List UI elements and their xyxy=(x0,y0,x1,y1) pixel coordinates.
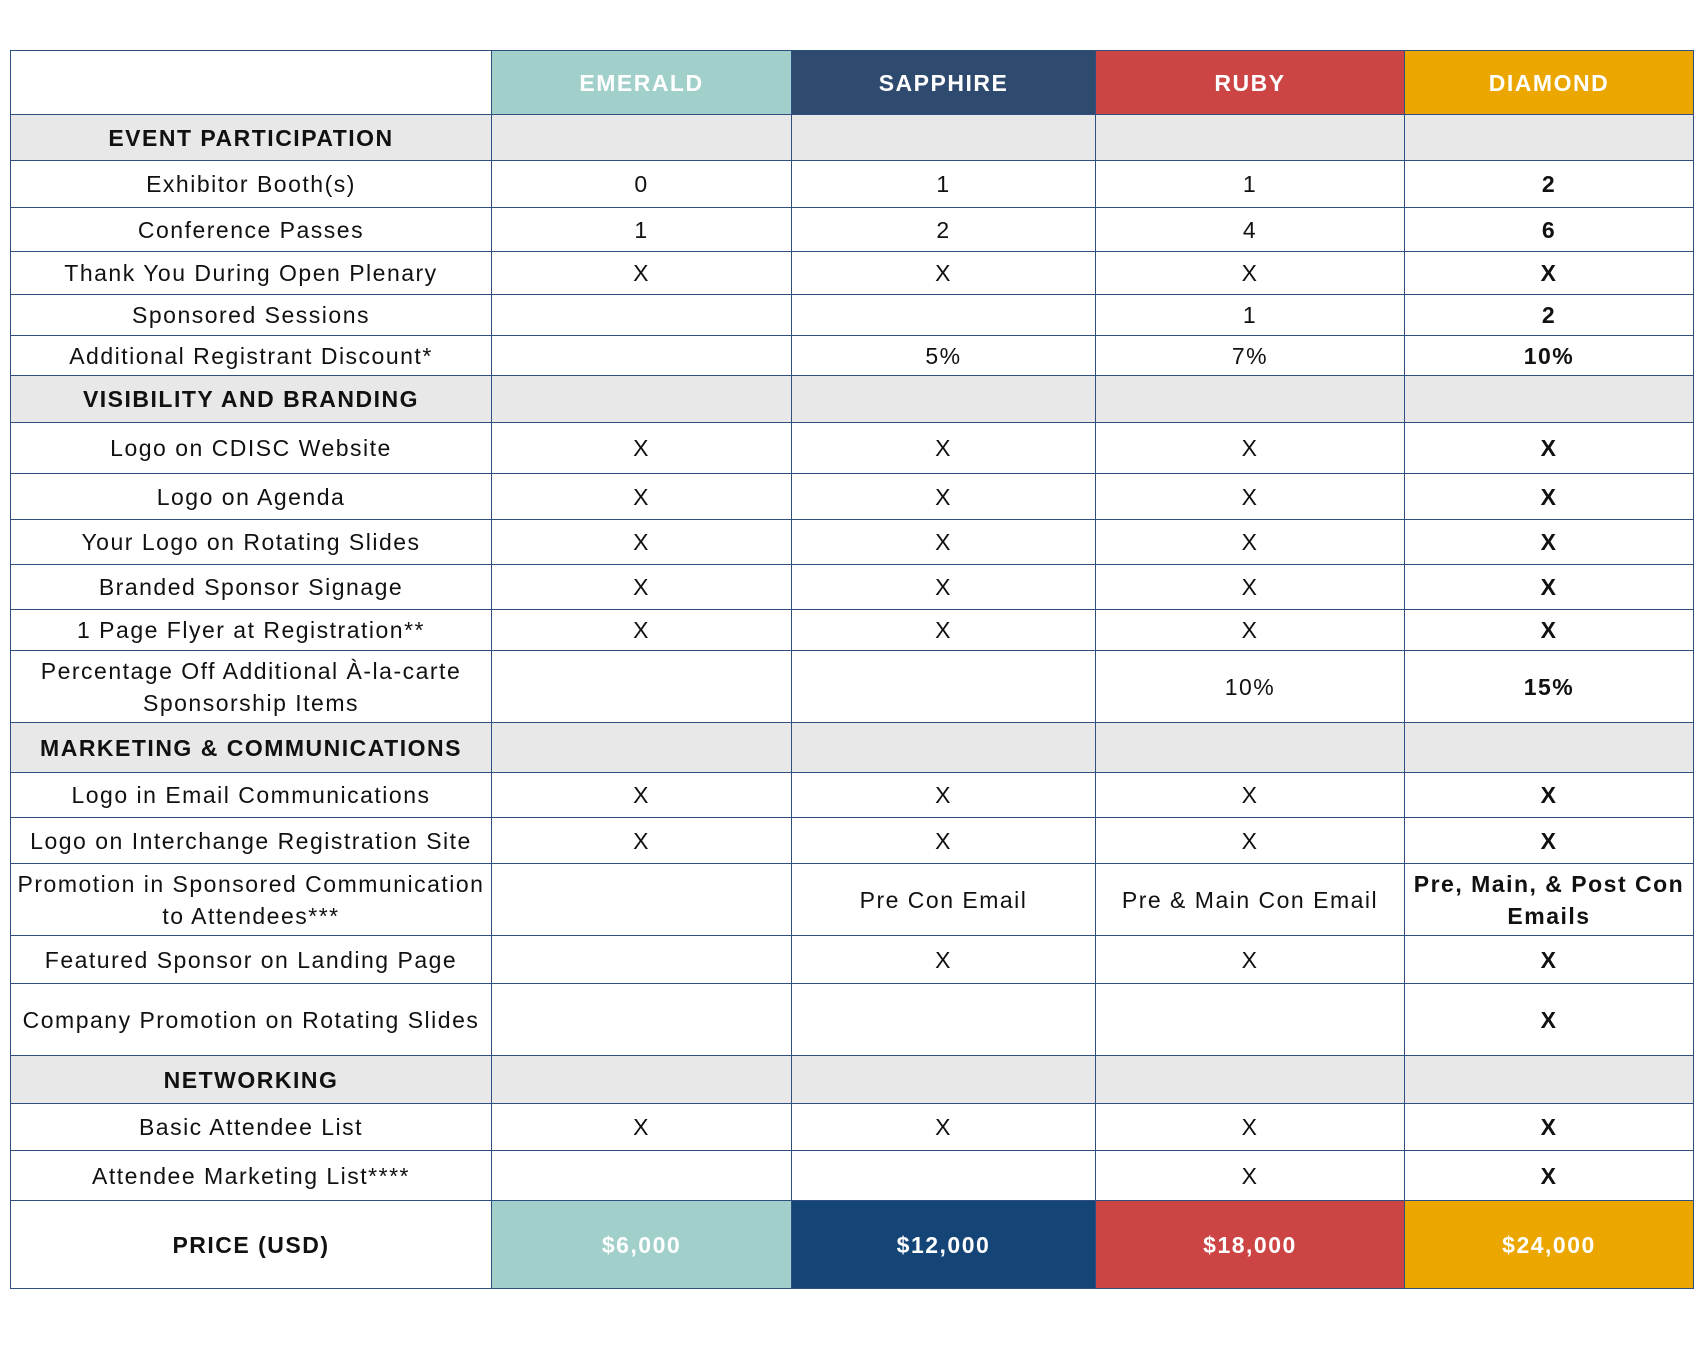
cell-sapphire xyxy=(792,651,1096,723)
cell-ruby: X xyxy=(1096,773,1405,818)
table-row xyxy=(11,818,1694,864)
cell-sapphire: X xyxy=(792,252,1096,295)
cell-diamond: 2 xyxy=(1405,295,1694,336)
cell-ruby: X xyxy=(1096,1151,1405,1201)
cell-sapphire: X xyxy=(792,423,1096,474)
row-label: Thank You During Open Plenary xyxy=(11,252,492,295)
section-empty-cell xyxy=(1405,723,1694,773)
row-label: Promotion in Sponsored Communication to Attendees*** xyxy=(11,864,492,936)
cell-ruby: 4 xyxy=(1096,208,1405,252)
tier-sapphire-header: SAPPHIRE xyxy=(792,51,1096,115)
table-row xyxy=(11,423,1694,474)
table-row xyxy=(11,610,1694,651)
cell-emerald: X xyxy=(492,565,792,610)
cell-ruby: X xyxy=(1096,818,1405,864)
cell-emerald: X xyxy=(492,423,792,474)
cell-emerald: X xyxy=(492,773,792,818)
table-row xyxy=(11,936,1694,984)
price-emerald: $6,000 xyxy=(492,1201,792,1289)
cell-ruby: X xyxy=(1096,252,1405,295)
cell-emerald: X xyxy=(492,252,792,295)
cell-emerald: X xyxy=(492,610,792,651)
section-empty-cell xyxy=(1096,723,1405,773)
cell-emerald: 1 xyxy=(492,208,792,252)
row-label: Branded Sponsor Signage xyxy=(11,565,492,610)
row-label: 1 Page Flyer at Registration** xyxy=(11,610,492,651)
cell-sapphire: 2 xyxy=(792,208,1096,252)
table-row xyxy=(11,208,1694,252)
table-row xyxy=(11,651,1694,723)
cell-sapphire: X xyxy=(792,936,1096,984)
section-header-row xyxy=(11,723,1694,773)
cell-diamond: X xyxy=(1405,984,1694,1056)
section-empty-cell xyxy=(1096,115,1405,161)
section-header-row xyxy=(11,376,1694,423)
cell-ruby: X xyxy=(1096,1104,1405,1151)
row-label: Logo on Interchange Registration Site xyxy=(11,818,492,864)
section-title: VISIBILITY AND BRANDING xyxy=(11,376,492,423)
cell-diamond: 10% xyxy=(1405,336,1694,376)
cell-ruby: 7% xyxy=(1096,336,1405,376)
price-sapphire: $12,000 xyxy=(792,1201,1096,1289)
row-label: Conference Passes xyxy=(11,208,492,252)
section-empty-cell xyxy=(792,376,1096,423)
cell-diamond: X xyxy=(1405,936,1694,984)
cell-diamond: X xyxy=(1405,610,1694,651)
cell-diamond: X xyxy=(1405,1151,1694,1201)
cell-ruby xyxy=(1096,984,1405,1056)
section-empty-cell xyxy=(792,115,1096,161)
cell-sapphire: 1 xyxy=(792,161,1096,208)
row-label: Sponsored Sessions xyxy=(11,295,492,336)
cell-diamond: X xyxy=(1405,1104,1694,1151)
section-empty-cell xyxy=(492,723,792,773)
row-label: Your Logo on Rotating Slides xyxy=(11,520,492,565)
cell-diamond: 2 xyxy=(1405,161,1694,208)
row-label: Attendee Marketing List**** xyxy=(11,1151,492,1201)
tier-header-row xyxy=(11,51,1694,115)
cell-ruby: X xyxy=(1096,423,1405,474)
cell-sapphire xyxy=(792,984,1096,1056)
cell-sapphire: X xyxy=(792,565,1096,610)
section-empty-cell xyxy=(1096,1056,1405,1104)
cell-sapphire: 5% xyxy=(792,336,1096,376)
cell-emerald xyxy=(492,984,792,1056)
cell-diamond: X xyxy=(1405,520,1694,565)
row-label: Logo in Email Communications xyxy=(11,773,492,818)
cell-emerald xyxy=(492,1151,792,1201)
table-row xyxy=(11,252,1694,295)
row-label: Featured Sponsor on Landing Page xyxy=(11,936,492,984)
table-row xyxy=(11,565,1694,610)
section-empty-cell xyxy=(1405,376,1694,423)
cell-diamond: 6 xyxy=(1405,208,1694,252)
table-row xyxy=(11,161,1694,208)
cell-ruby: X xyxy=(1096,565,1405,610)
table-row xyxy=(11,520,1694,565)
cell-ruby: X xyxy=(1096,610,1405,651)
table-row xyxy=(11,1104,1694,1151)
table-row xyxy=(11,336,1694,376)
section-empty-cell xyxy=(492,1056,792,1104)
cell-emerald: X xyxy=(492,520,792,565)
table-row xyxy=(11,773,1694,818)
cell-diamond: X xyxy=(1405,818,1694,864)
price-diamond: $24,000 xyxy=(1405,1201,1694,1289)
row-label: Logo on Agenda xyxy=(11,474,492,520)
table-row xyxy=(11,864,1694,936)
section-title: MARKETING & COMMUNICATIONS xyxy=(11,723,492,773)
sections-body xyxy=(11,115,1694,1201)
tier-emerald-header: EMERALD xyxy=(492,51,792,115)
cell-emerald xyxy=(492,864,792,936)
cell-diamond: X xyxy=(1405,474,1694,520)
cell-emerald xyxy=(492,651,792,723)
cell-sapphire: X xyxy=(792,520,1096,565)
row-label: Basic Attendee List xyxy=(11,1104,492,1151)
section-empty-cell xyxy=(1405,1056,1694,1104)
sponsorship-comparison-table xyxy=(10,50,1694,1289)
cell-diamond: 15% xyxy=(1405,651,1694,723)
price-label: PRICE (USD) xyxy=(11,1201,492,1289)
cell-emerald: X xyxy=(492,474,792,520)
cell-diamond: X xyxy=(1405,423,1694,474)
row-label: Company Promotion on Rotating Slides xyxy=(11,984,492,1056)
table-row xyxy=(11,984,1694,1056)
cell-emerald: 0 xyxy=(492,161,792,208)
tier-ruby-header: RUBY xyxy=(1096,51,1405,115)
cell-ruby: X xyxy=(1096,520,1405,565)
cell-sapphire: X xyxy=(792,773,1096,818)
table-row xyxy=(11,474,1694,520)
price-row xyxy=(11,1201,1694,1289)
cell-sapphire: X xyxy=(792,818,1096,864)
section-title: NETWORKING xyxy=(11,1056,492,1104)
cell-emerald xyxy=(492,295,792,336)
tier-diamond-header: DIAMOND xyxy=(1405,51,1694,115)
cell-diamond: X xyxy=(1405,252,1694,295)
cell-sapphire: Pre Con Email xyxy=(792,864,1096,936)
cell-sapphire: X xyxy=(792,610,1096,651)
price-ruby: $18,000 xyxy=(1096,1201,1405,1289)
row-label: Logo on CDISC Website xyxy=(11,423,492,474)
cell-diamond: X xyxy=(1405,773,1694,818)
cell-diamond: Pre, Main, & Post Con Emails xyxy=(1405,864,1694,936)
cell-emerald xyxy=(492,936,792,984)
section-empty-cell xyxy=(1405,115,1694,161)
section-empty-cell xyxy=(792,1056,1096,1104)
row-label: Additional Registrant Discount* xyxy=(11,336,492,376)
cell-emerald: X xyxy=(492,818,792,864)
cell-ruby: 10% xyxy=(1096,651,1405,723)
section-title: EVENT PARTICIPATION xyxy=(11,115,492,161)
row-label: Percentage Off Additional À-la-carte Sponsorship Items xyxy=(11,651,492,723)
cell-ruby: Pre & Main Con Email xyxy=(1096,864,1405,936)
section-empty-cell xyxy=(492,115,792,161)
section-empty-cell xyxy=(492,376,792,423)
section-empty-cell xyxy=(792,723,1096,773)
cell-emerald: X xyxy=(492,1104,792,1151)
table-row xyxy=(11,1151,1694,1201)
cell-sapphire: X xyxy=(792,1104,1096,1151)
cell-emerald xyxy=(492,336,792,376)
cell-ruby: X xyxy=(1096,474,1405,520)
cell-sapphire: X xyxy=(792,474,1096,520)
cell-ruby: 1 xyxy=(1096,295,1405,336)
section-header-row xyxy=(11,115,1694,161)
cell-ruby: X xyxy=(1096,936,1405,984)
section-header-row xyxy=(11,1056,1694,1104)
row-label: Exhibitor Booth(s) xyxy=(11,161,492,208)
cell-ruby: 1 xyxy=(1096,161,1405,208)
header-corner-cell xyxy=(11,51,492,115)
cell-diamond: X xyxy=(1405,565,1694,610)
table-row xyxy=(11,295,1694,336)
cell-sapphire xyxy=(792,1151,1096,1201)
section-empty-cell xyxy=(1096,376,1405,423)
cell-sapphire xyxy=(792,295,1096,336)
